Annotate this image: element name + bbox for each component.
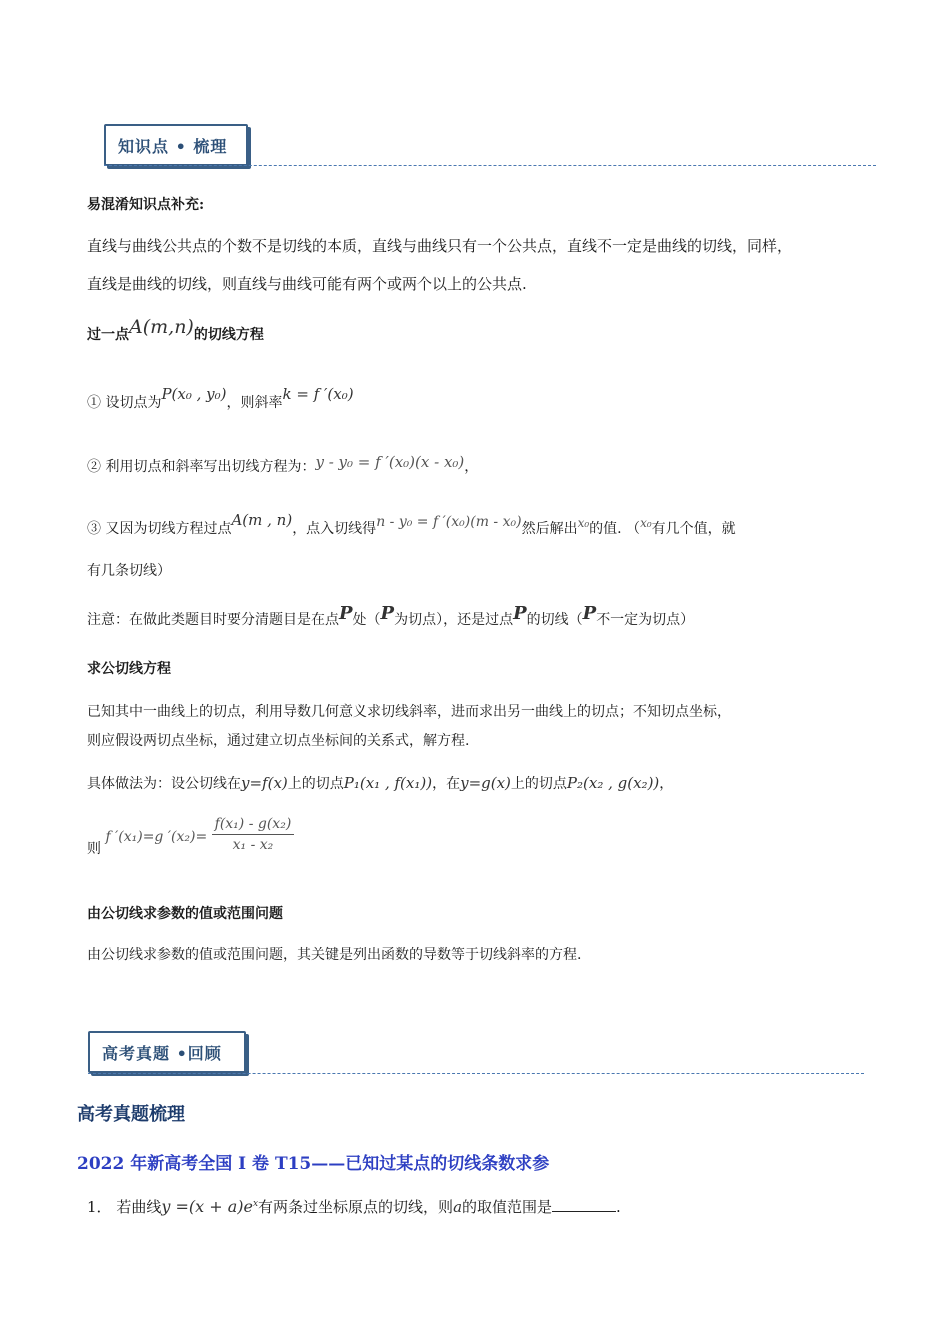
answer-blank[interactable] [552,1199,616,1212]
note: 注意：在做此类题目时要分清题目是在点P处（P为切点），还是过点P的切线（P不一定为切点） [87,603,695,628]
divider [88,1073,864,1074]
step-1: ① 设切点为P(x₀ , y₀)，则斜率k = f ′(x₀) [87,385,354,411]
divider [104,165,876,166]
paragraph-line: 由公切线求参数的值或范围问题，其关键是列出函数的导数等于切线斜率的方程. [87,947,582,963]
common-tangent-formula: 则 f ′(x₁)=g ′(x₂)= $\frac{\text{f(x₁) - g(x₂)}}{\text{x₁ - x₂}}$ [87,816,294,853]
step-3-line2: 有几条切线） [87,563,171,579]
subheading-tangent-through-point: 过一点A(m,n)的切线方程 [87,316,264,343]
paragraph-line: 则应假设两切点坐标，通过建立切点坐标间的关系式，解方程. [87,733,470,749]
section-title: 知识点 • 梳理 [118,137,228,156]
subheading-confusing-points: 易混淆知识点补充: [87,197,205,213]
exam-title: 2022 年新高考全国 I 卷 T15——已知过某点的切线条数求参 [77,1154,550,1174]
fraction: $\frac{\text{f(x₁) - g(x₂)}}{\text{x₁ - x₂}}$ [212,816,295,853]
paragraph-line: 直线与曲线公共点的个数不是切线的本质，直线与曲线只有一个公共点，直线不一定是曲线的切线，同样， [87,237,793,255]
section-header-knowledge [104,124,248,166]
question-1: 1． 若曲线$y =(x + a)e^x$有两条过坐标原点的切线，则a的取值范围是 . [87,1197,621,1216]
exam-heading: 高考真题梳理 [77,1104,185,1125]
section-header-exam-review [88,1031,246,1073]
subheading-parameter-range: 由公切线求参数的值或范围问题 [87,906,283,922]
method-line: 具体做法为：设公切线在y=f(x)上的切点P₁(x₁ , f(x₁))，在y=g(x)上的切点P₂(x₂ , g(x₂))， [87,774,674,792]
paragraph-line: 直线是曲线的切线，则直线与曲线可能有两个或两个以上的公共点. [87,275,527,293]
paragraph-line: 已知其中一曲线上的切点，利用导数几何意义求切线斜率，进而求出另一曲线上的切点；不知切点坐标， [87,704,731,720]
section-title: 高考真题 •回顾 [102,1044,222,1063]
subheading-common-tangent: 求公切线方程 [87,661,171,677]
step-2: ② 利用切点和斜率写出切线方程为：y - y₀ = f ′(x₀)(x - x₀)， [87,453,479,475]
step-3: ③ 又因为切线方程过点A(m , n)，点入切线得n - y₀ = f ′(x₀)(m - x₀)然后解出x₀的值. （x₀有几个值，就 [87,511,736,537]
